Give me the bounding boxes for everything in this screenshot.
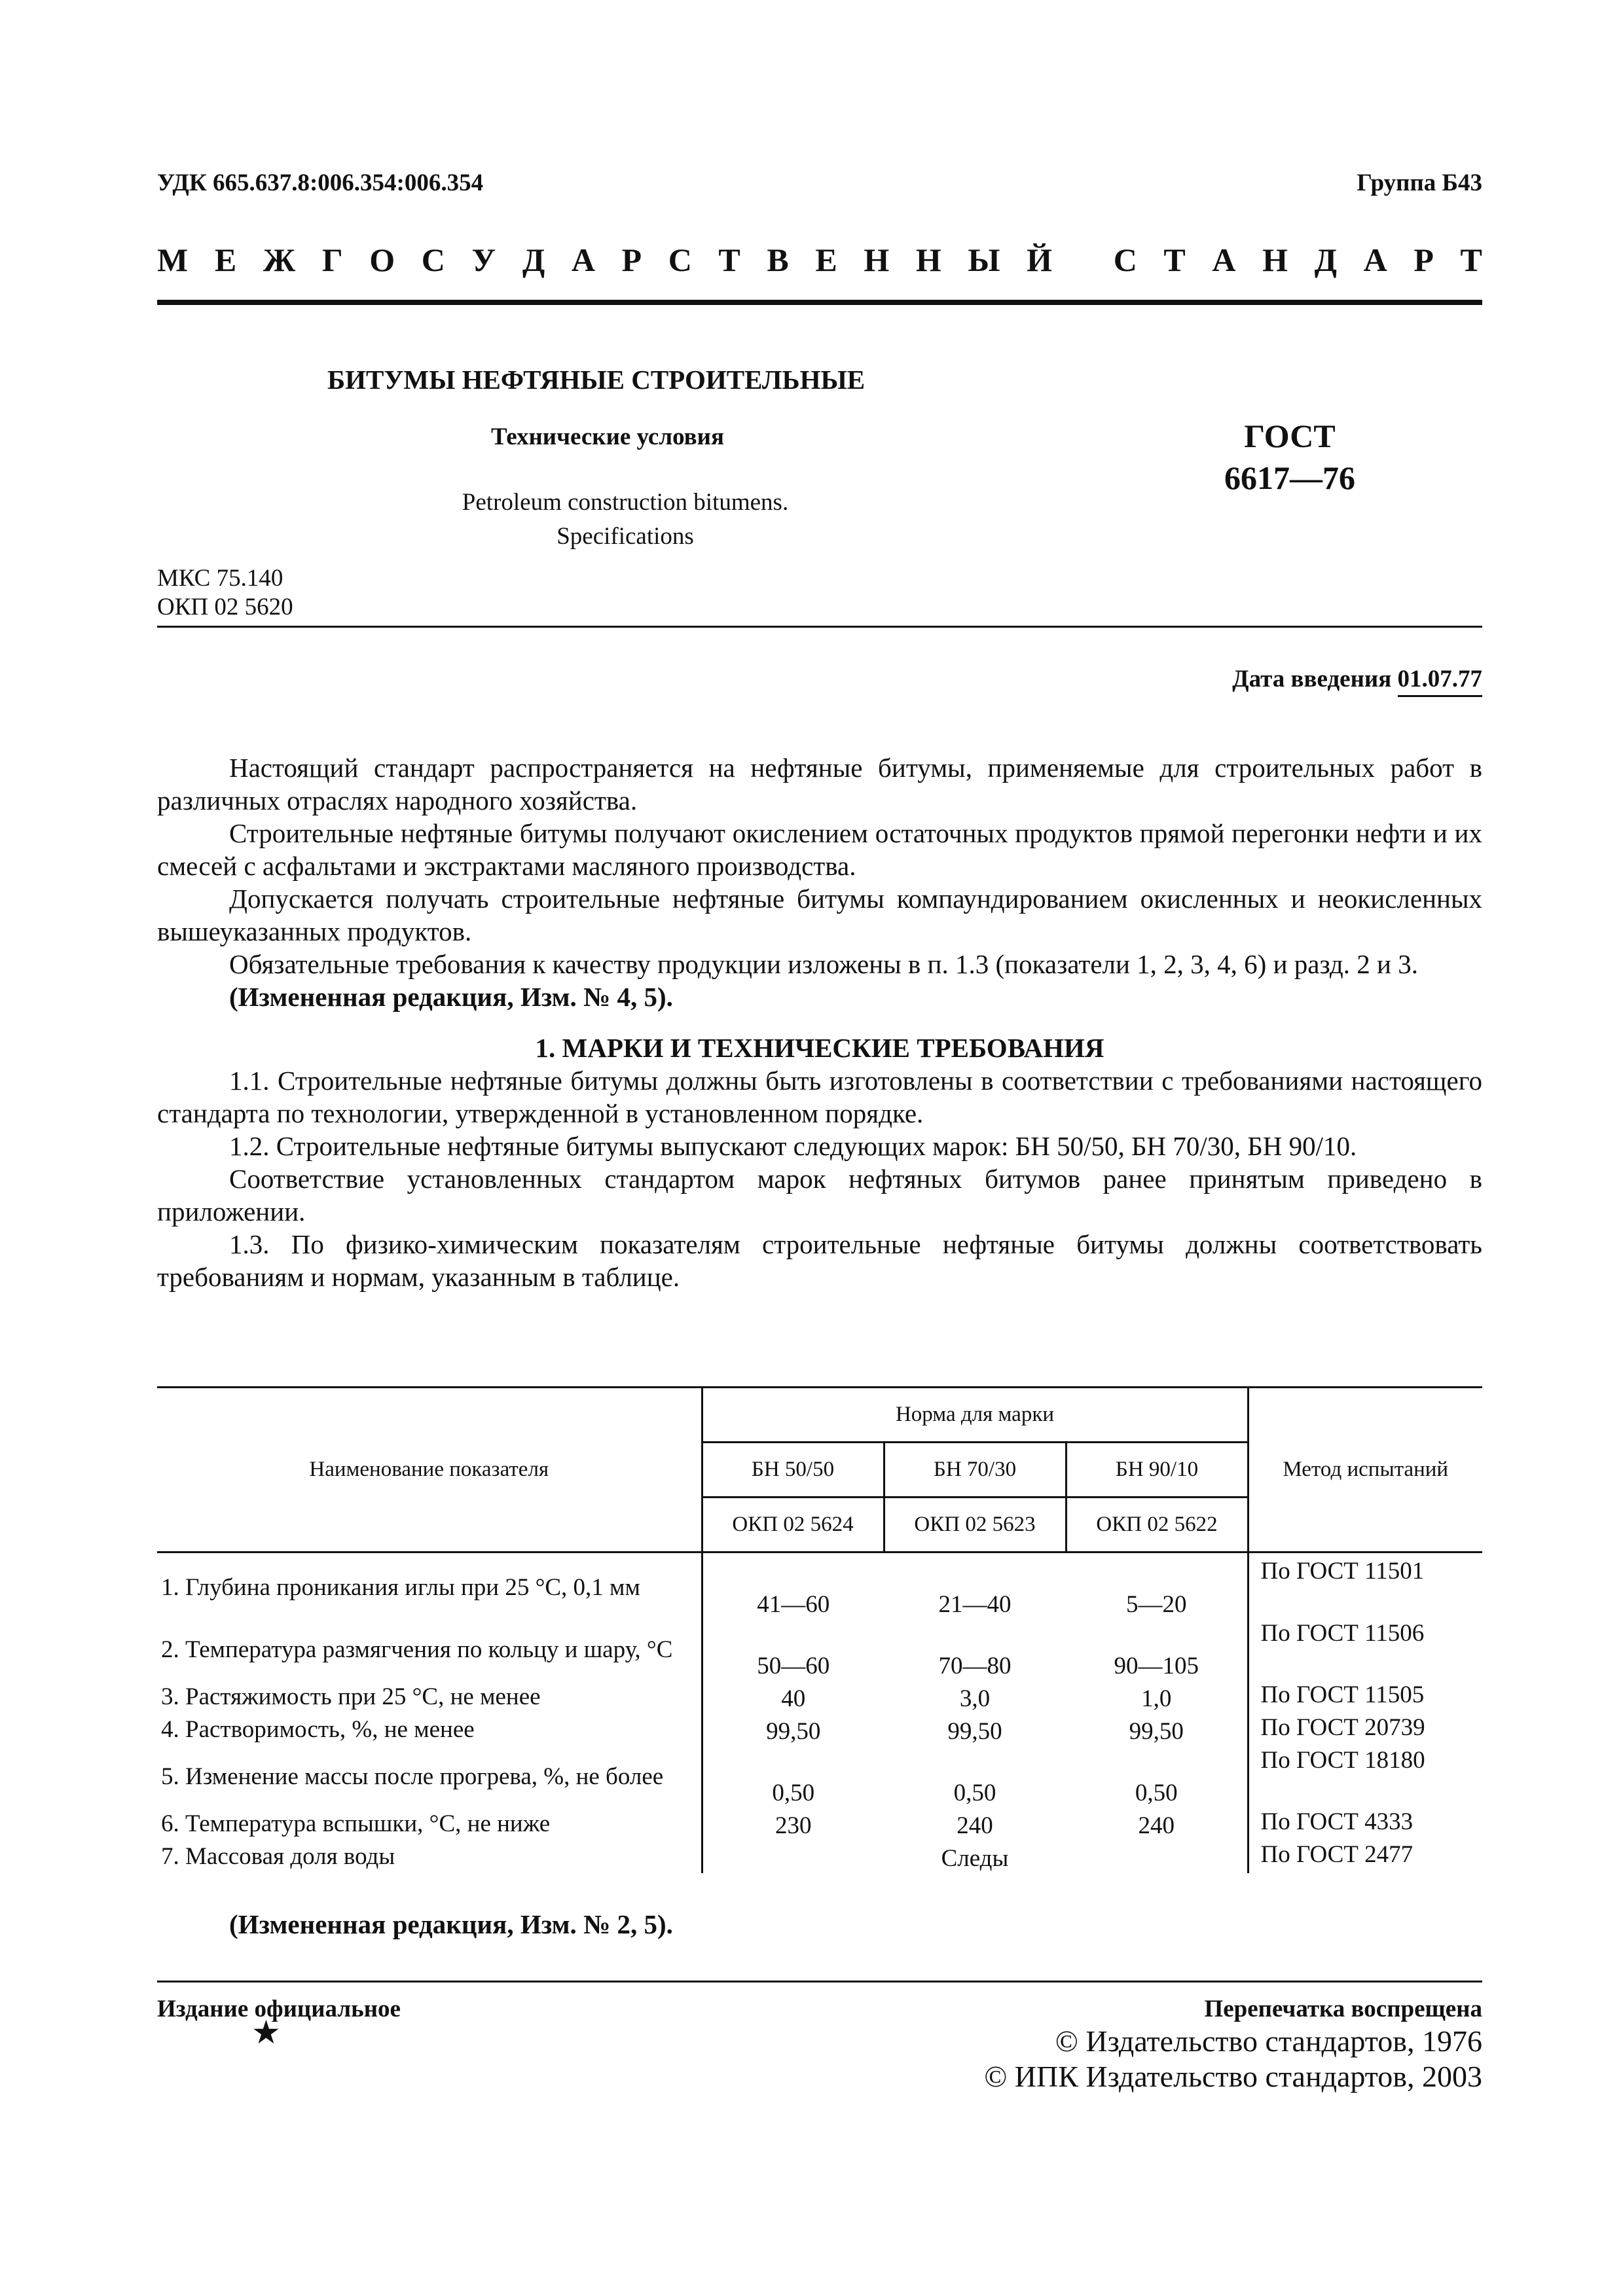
row-value: 99,50 <box>1066 1713 1248 1746</box>
table-row <box>157 1681 1482 1713</box>
grade-header: БН 90/10 <box>1066 1443 1248 1498</box>
banner-letter: О <box>369 242 395 278</box>
section-paragraph: 1.3. По физико-химическим показателям строительные нефтяные битумы должны соответствовать требованиям и нормам, указанным в таблице. <box>157 1229 1482 1292</box>
table-row <box>157 1619 1482 1681</box>
row-method: По ГОСТ 11505 <box>1260 1681 1425 1708</box>
official-edition: Издание официальное <box>157 1996 401 2022</box>
banner-letter: Е <box>214 242 237 278</box>
row-value: 40 <box>781 1685 806 1712</box>
star-icon: ★ <box>251 2014 281 2051</box>
row-method: По ГОСТ 4333 <box>1260 1808 1413 1835</box>
banner-letter: Ы <box>968 242 1000 278</box>
banner-gap <box>1079 241 1087 279</box>
intro-paragraph: Строительные нефтяные битумы получают окислением остаточных продуктов прямой перегонки нефти и их смесей с асфальтами и экстрактами масляного производства. <box>157 818 1482 881</box>
banner-letter: С <box>1113 242 1137 278</box>
gost-code: 6617—76 <box>1224 459 1355 496</box>
row-value: 99,50 <box>766 1717 821 1745</box>
row-indicator: 5. Изменение массы после прогрева, %, не более <box>157 1746 702 1808</box>
row-value: 90—105 <box>1066 1619 1248 1681</box>
row-value: 0,50 <box>953 1779 996 1806</box>
standard-banner <box>157 241 1482 279</box>
table-row <box>157 1713 1482 1746</box>
row-value: 1,0 <box>1066 1681 1248 1713</box>
banner-letter: Т <box>718 242 740 278</box>
banner-letter: У <box>471 242 496 278</box>
banner-letter: Н <box>1262 242 1288 278</box>
table-row <box>157 1808 1482 1840</box>
row-value: 230 <box>775 1812 812 1839</box>
footer-divider <box>157 1981 1482 1982</box>
banner-letter: Н <box>915 242 941 278</box>
intro-paragraph: Настоящий стандарт распространяется на нефтяные битумы, применяемые для строительных работ в различных отраслях народного хозяйства. <box>157 753 1482 816</box>
row-value: 240 <box>957 1812 993 1839</box>
grade-header: БН 70/30 <box>884 1443 1066 1498</box>
okp-code: ОКП 02 5620 <box>157 594 293 620</box>
banner-letter: С <box>421 242 445 278</box>
row-value: 5—20 <box>1066 1552 1248 1619</box>
row-value: 0,50 <box>772 1779 815 1806</box>
row-indicator: 6. Температура вспышки, °С, не ниже <box>157 1808 702 1840</box>
title-divider <box>157 626 1482 628</box>
english-title <box>376 486 874 554</box>
intro-paragraph: Обязательные требования к качеству продукции изложены в п. 1.3 (показатели 1, 2, 3, 4, 6) и разд. 2 и 3. <box>229 949 1418 979</box>
gost-label: ГОСТ <box>1244 418 1336 454</box>
date-label: Дата введения <box>1232 666 1392 692</box>
banner-letter: А <box>1363 242 1387 278</box>
banner-letter: Н <box>864 242 890 278</box>
row-value: 0,50 <box>1066 1746 1248 1808</box>
specification-table <box>157 1386 1482 1873</box>
column-header-name: Наименование показателя <box>157 1388 702 1552</box>
row-value: 240 <box>1066 1808 1248 1840</box>
row-indicator: 4. Растворимость, %, не менее <box>157 1713 702 1746</box>
banner-letter: А <box>1212 242 1236 278</box>
row-value: 50—60 <box>757 1652 830 1679</box>
section-title: 1. МАРКИ И ТЕХНИЧЕСКИЕ ТРЕБОВАНИЯ <box>535 1033 1104 1063</box>
banner-letter: М <box>157 242 189 278</box>
amendment-note: (Измененная редакция, Изм. № 4, 5). <box>229 982 673 1012</box>
copyright-line: © ИПК Издательство стандартов, 2003 <box>984 2060 1482 2093</box>
column-header-method: Метод испытаний <box>1248 1388 1482 1552</box>
banner-letter: Д <box>1314 242 1338 278</box>
row-value: 70—80 <box>938 1652 1012 1679</box>
header-divider <box>157 300 1482 305</box>
row-method: По ГОСТ 2477 <box>1260 1840 1413 1868</box>
row-indicator: 3. Растяжимость при 25 °С, не менее <box>157 1681 702 1713</box>
banner-letter: С <box>668 242 692 278</box>
okp-header: ОКП 02 5623 <box>884 1498 1066 1552</box>
row-value: Следы <box>702 1840 1248 1873</box>
grade-header: БН 50/50 <box>702 1443 884 1498</box>
section-paragraph: 1.2. Строительные нефтяные битумы выпускают следующих марок: БН 50/50, БН 70/30, БН 90/10. <box>229 1131 1357 1161</box>
gost-number <box>1205 415 1375 499</box>
document-subtitle: Технические условия <box>491 423 724 450</box>
english-title-line: Specifications <box>556 523 694 550</box>
classification-codes <box>157 564 293 622</box>
group-code: Группа Б43 <box>1357 170 1482 196</box>
banner-letter: Р <box>1413 242 1434 278</box>
row-value: 99,50 <box>947 1717 1002 1745</box>
banner-letter: Ж <box>263 242 296 278</box>
banner-letter: Т <box>1163 242 1186 278</box>
banner-letter: Т <box>1460 242 1482 278</box>
introduction-date <box>1232 665 1482 693</box>
section-paragraph: 1.1. Строительные нефтяные битумы должны быть изготовлены в соответствии с требованиями настоящего стандарта по технологии, утвержденной в установленном порядке. <box>157 1066 1482 1128</box>
copyright-line: © Издательство стандартов, 1976 <box>1055 2024 1482 2058</box>
intro-paragraph: Допускается получать строительные нефтяные битумы компаундированием окисленных и неокисленных вышеуказанных продуктов. <box>157 884 1482 946</box>
okp-header: ОКП 02 5624 <box>702 1498 884 1552</box>
date-value: 01.07.77 <box>1398 666 1483 697</box>
section-paragraph: Соответствие установленных стандартом марок нефтяных битумов ранее принятым приведено в приложении. <box>157 1164 1482 1227</box>
row-indicator: 2. Температура размягчения по кольцу и шару, °С <box>157 1619 702 1681</box>
banner-letter: Р <box>621 242 642 278</box>
banner-letter: Е <box>815 242 837 278</box>
banner-letter: В <box>767 242 789 278</box>
row-indicator: 1. Глубина проникания иглы при 25 °С, 0,1 мм <box>157 1552 702 1619</box>
amendment-note: (Измененная редакция, Изм. № 2, 5). <box>229 1909 673 1939</box>
table-row <box>157 1840 1482 1873</box>
english-title-line: Petroleum construction bitumens. <box>462 489 789 516</box>
row-method: По ГОСТ 11506 <box>1260 1619 1425 1647</box>
banner-letter: Й <box>1027 242 1052 278</box>
reprint-notice: Перепечатка воспрещена <box>1204 1996 1482 2022</box>
udk-code: УДК 665.637.8:006.354:006.354 <box>157 170 484 196</box>
row-value: 21—40 <box>938 1590 1012 1618</box>
banner-letter: Г <box>321 242 343 278</box>
banner-letter: А <box>571 242 595 278</box>
row-method: По ГОСТ 11501 <box>1260 1558 1425 1585</box>
table-row <box>157 1746 1482 1808</box>
banner-letter: Д <box>522 242 545 278</box>
row-method: По ГОСТ 18180 <box>1260 1746 1425 1774</box>
table-row <box>157 1552 1482 1619</box>
row-value: 41—60 <box>757 1590 830 1618</box>
okp-header: ОКП 02 5622 <box>1066 1498 1248 1552</box>
body-text <box>157 751 1482 1293</box>
mks-code: МКС 75.140 <box>157 565 283 592</box>
column-header-norm: Норма для марки <box>702 1388 1248 1443</box>
row-method: По ГОСТ 20739 <box>1260 1713 1425 1741</box>
document-title: БИТУМЫ НЕФТЯНЫЕ СТРОИТЕЛЬНЫЕ <box>327 365 866 395</box>
row-indicator: 7. Массовая доля воды <box>157 1840 702 1873</box>
row-value: 3,0 <box>959 1685 991 1712</box>
